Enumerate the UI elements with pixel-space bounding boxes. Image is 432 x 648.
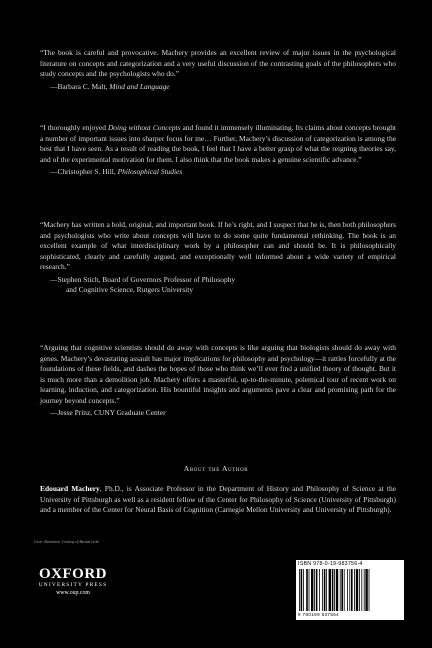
quote-text: “Arguing that cognitive scientists should do away with concepts is like arguing that biologists should do away with genes. Machery’s devastating assault has major implications for philosophy and psychology—it rattles forcefully at the foundations of these fields, and dashes the hopes of those who think we’ll ever find a unified theory of thought. But it is much more than a demolition job. Machery offers a masterful, up-to-the-minute, polemical tour of recent work on learning, induction, and categorization. His bountiful insights and arguments pave a clear and promising path for the journey beyond concepts.”	[40, 343, 396, 405]
quote-text: “The book is careful and provocative. Machery provides an excellent review of major issues in the psychological literature on concepts and categorization and a very useful discussion of the contrasting goals of the philosophers who study concepts and the psychologists who do.”	[40, 48, 396, 79]
author-bio-text: , Ph.D., is Associate Professor in the Department of History and Philosophy of Science at the University of Pittsburgh as well as a resident fellow of the Center for Philosophy of Science (University of Pittsburgh) and a member of the Center for Neural Basis of Cognition (Carnegie Mellon University and University of Pittsburgh).	[40, 484, 396, 515]
attribution-source: Mind and Language	[109, 81, 170, 91]
publisher-website: www.oup.com	[56, 590, 90, 596]
publisher-logo	[28, 567, 118, 597]
quote-text-part: “I thoroughly enjoyed	[40, 123, 108, 132]
barcode-bars	[299, 569, 401, 611]
isbn-label: ISBN 978-0-19-983756-4	[298, 561, 363, 567]
quote-hill	[40, 123, 396, 178]
quote-text	[40, 123, 396, 165]
quote-attribution	[50, 167, 396, 178]
quote-attribution: —Jesse Prinz, CUNY Graduate Center	[50, 408, 166, 418]
quote-attribution	[50, 82, 396, 93]
attribution-line2: and Cognitive Science, Rutgers University	[66, 285, 194, 295]
publisher-name: OXFORD	[39, 566, 107, 582]
quote-malt	[40, 48, 396, 92]
attribution-source: Philosophical Studies	[117, 167, 183, 177]
isbn-barcode	[296, 560, 404, 620]
cover-credit: Cover illustration: Courtesy of Bastian Liebe	[34, 540, 100, 544]
quote-text: “Machery has written a bold, original, and important book. If he’s right, and I suspect that he is, then both philosophers and psychologists who write about concepts will have to do some quite fundamental rethinking. The book is an excellent example of what interdisciplinary work by a philosopher can and should be. It is philosophically sophisticated, clearly and carefully argued, and exceptionally well informed about a wide variety of empirical research.”	[40, 220, 396, 272]
quote-prinz	[40, 343, 396, 419]
publisher-press: UNIVERSITY PRESS	[38, 582, 108, 588]
attribution-line1: —Stephen Stich, Board of Governors Professor of Philosophy	[50, 274, 236, 284]
book-title: Doing without Concepts	[107, 123, 181, 132]
quote-stich	[40, 220, 396, 296]
attribution-name: —Christopher S. Hill,	[50, 167, 116, 177]
quote-text-part: and found it immensely illuminating. Its claims about concepts brought a number of important issues into sharper focus for me… Further, Machery’s discussion of categorization is among the best that I have seen. As a result of reading the book, I feel that I have a better grasp of what the reigning theories say, and of the experimental motivation for them. I also think that the book makes a genuine scientific advance.”	[40, 123, 397, 164]
about-author-heading: About the Author	[183, 464, 249, 473]
barcode-digits: 9 780199 837564	[298, 612, 340, 617]
attribution-name: —Barbara C. Malt,	[50, 81, 108, 91]
author-name: Edouard Machery	[40, 484, 100, 493]
author-bio	[40, 484, 396, 516]
